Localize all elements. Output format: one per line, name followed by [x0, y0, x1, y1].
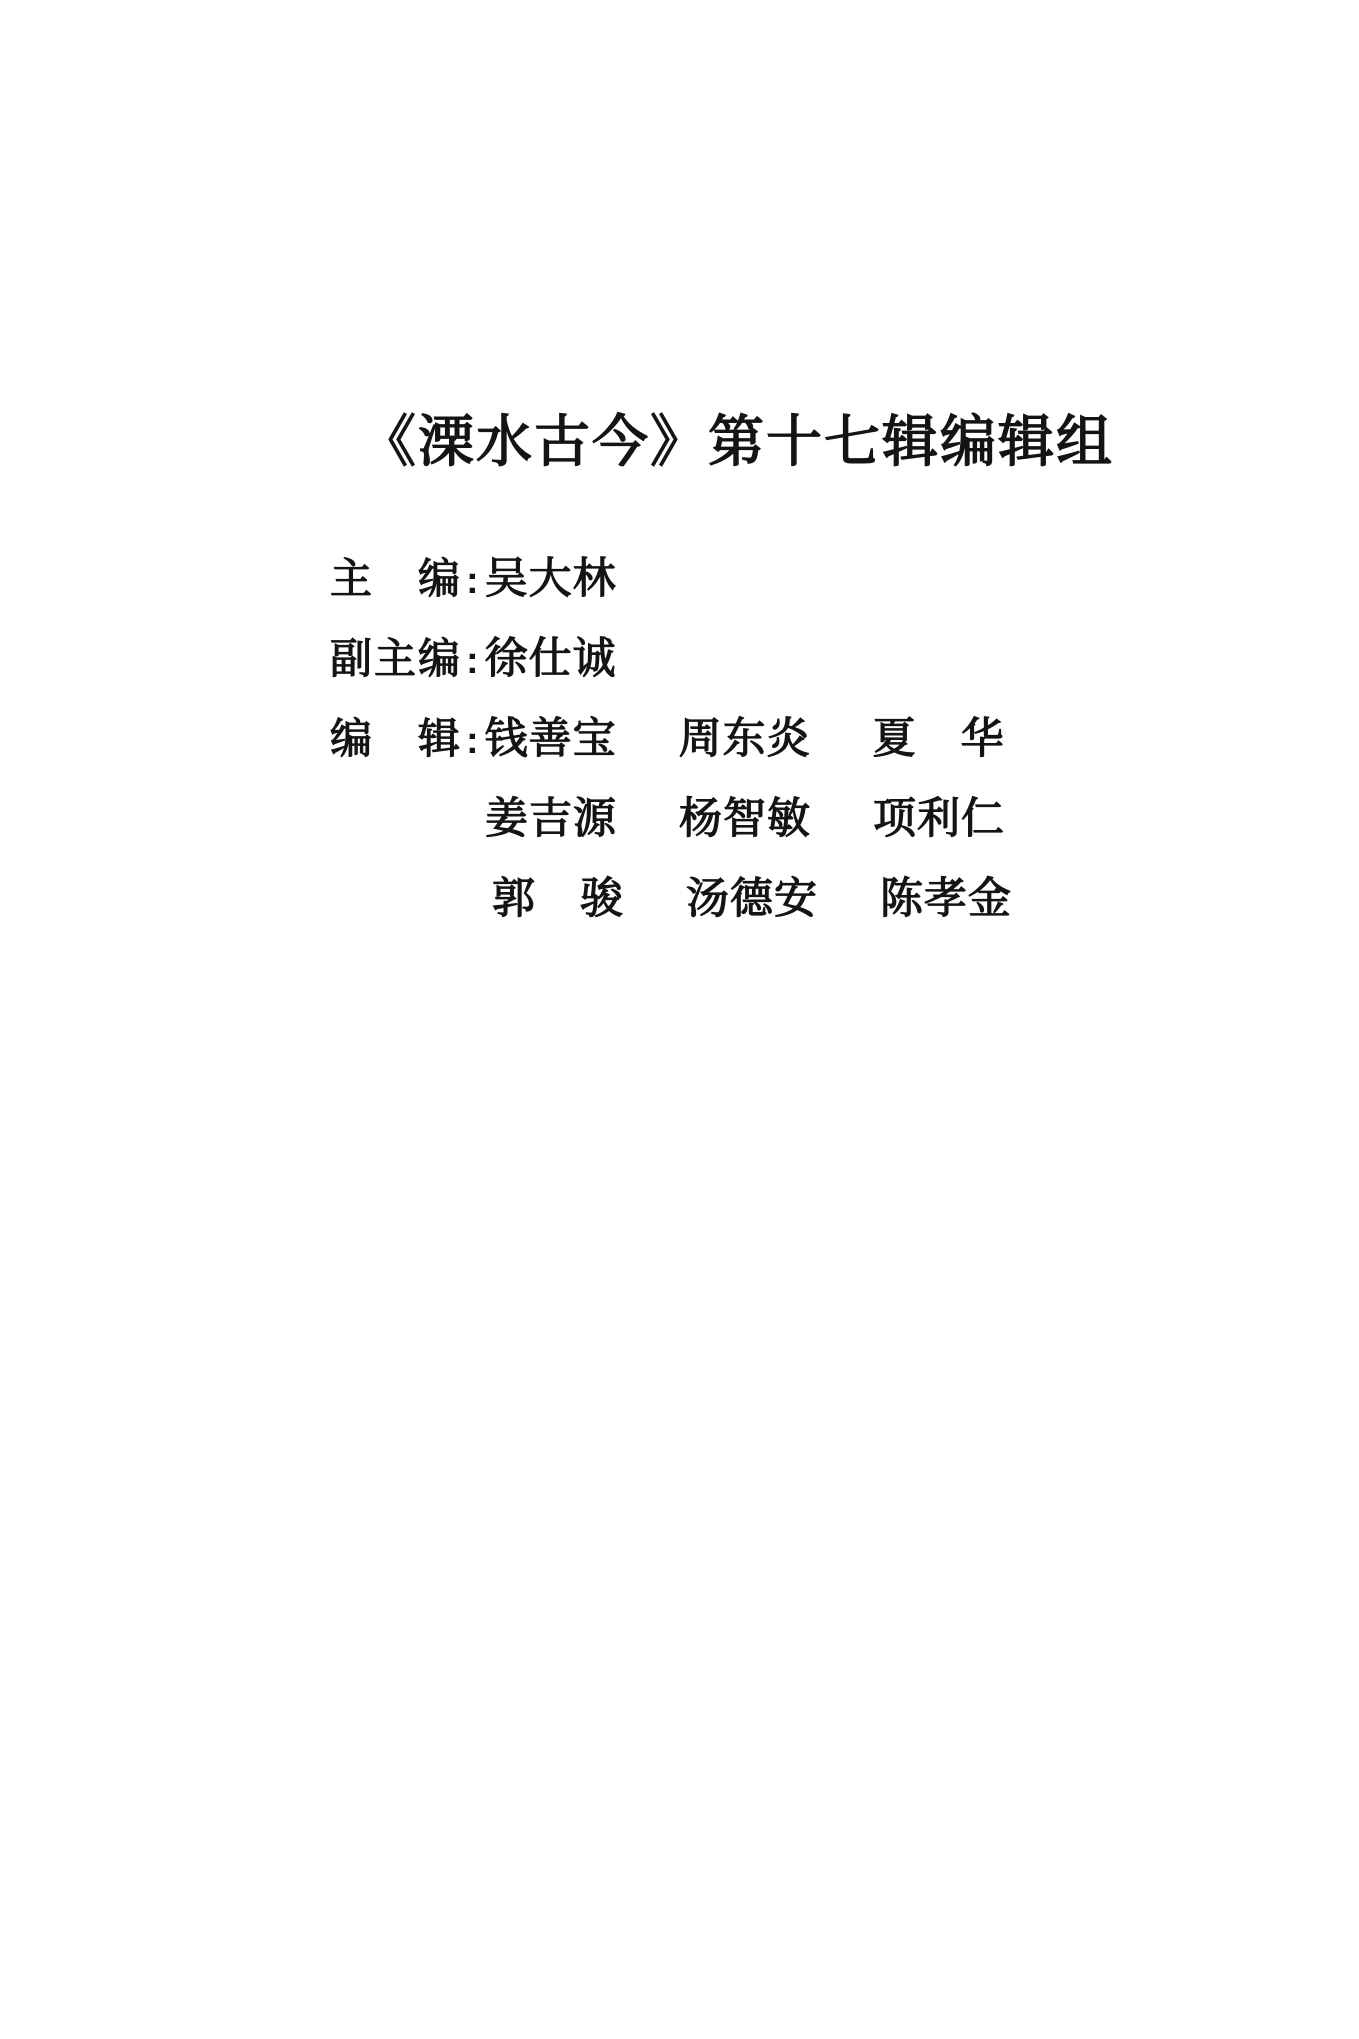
- editor-name: 郭 骏: [492, 876, 624, 923]
- editor-name: 汤德安: [686, 876, 818, 923]
- editors-label: 编 辑: [330, 715, 463, 762]
- page-title: 《溧水古今》第十七辑编辑组: [360, 412, 1114, 474]
- deputy-editor-colon: :: [466, 640, 479, 682]
- chief-editor-label: 主 编: [330, 555, 463, 602]
- chief-editor-colon: :: [466, 560, 479, 602]
- editors-row-2: [485, 785, 1230, 843]
- chief-editor-name: 吴大林: [484, 556, 617, 603]
- chief-editor-row: [330, 545, 1230, 603]
- editor-name: 陈孝金: [880, 876, 1012, 923]
- deputy-editor-row: [330, 625, 1230, 683]
- editors-row-1: [330, 705, 1230, 763]
- editorial-credits-block: [330, 545, 1230, 945]
- deputy-editor-name: 徐仕诚: [484, 636, 617, 683]
- editors-colon: :: [466, 720, 479, 762]
- deputy-editor-label: 副主编: [330, 635, 463, 682]
- editor-name: 钱善宝: [484, 716, 617, 763]
- editor-name: 夏 华: [872, 716, 1005, 763]
- editor-name: 项利仁: [873, 796, 1005, 843]
- editor-name: 周东炎: [678, 716, 811, 763]
- editor-name: 姜吉源: [485, 796, 617, 843]
- editor-name: 杨智敏: [679, 796, 811, 843]
- editors-row-3: [492, 865, 1230, 923]
